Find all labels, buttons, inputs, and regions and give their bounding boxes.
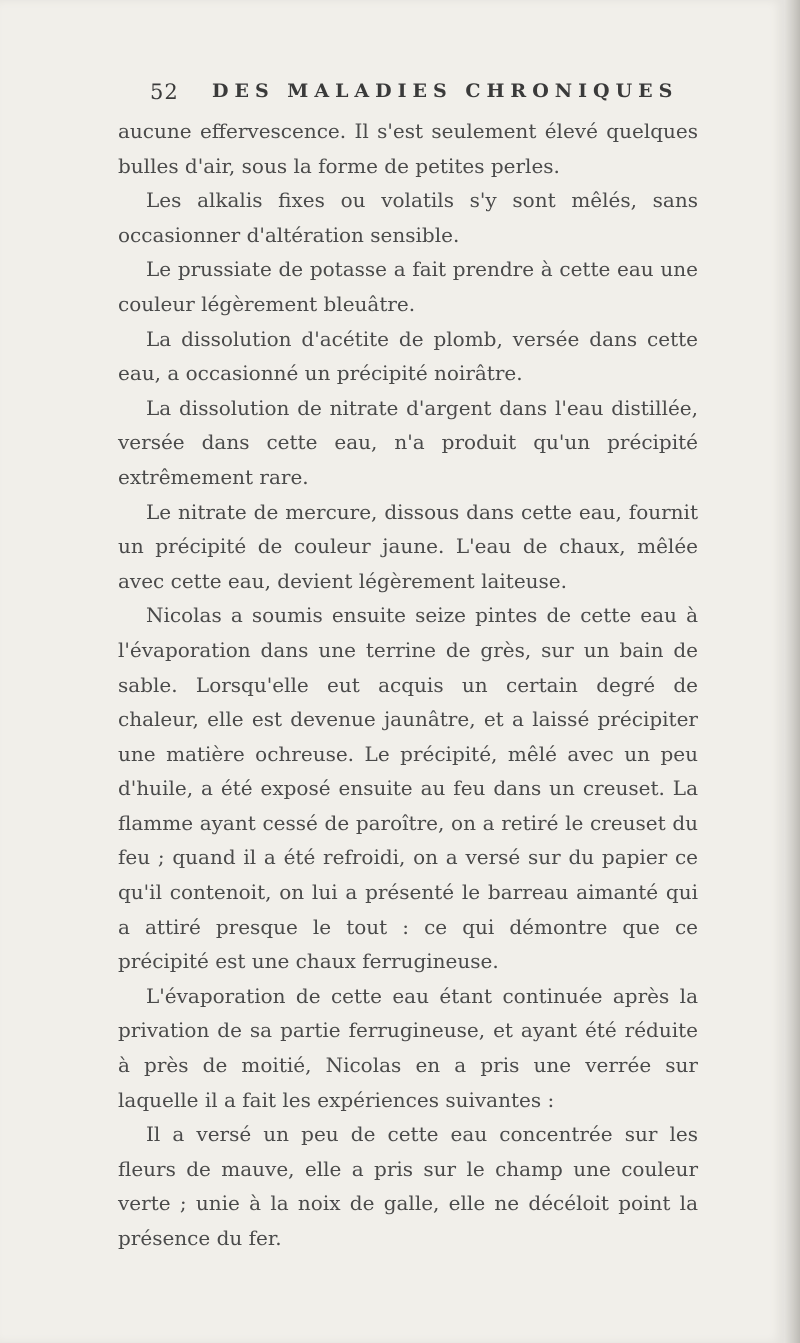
page-edge [784, 0, 800, 1343]
paragraph-2: Les alkalis fixes ou volatils s'y sont mêlés, sans occasionner d'altération sensible. [118, 188, 698, 247]
paragraph-4: La dissolution d'acétite de plomb, versée dans cette eau, a occasionné un précipité noirâtre. [118, 326, 698, 386]
paragraph-8: L'évaporation de cette eau étant continuée après la privation de sa partie ferrugineuse, et ayant été réduite à près de moitié, Nicolas en a pris une verrée sur laquelle il a fait les expériences suivantes : [118, 983, 698, 1112]
body-text [118, 114, 698, 1256]
paragraph-5: La dissolution de nitrate d'argent dans l'eau distillée, versée dans cette eau, n'a produit qu'un précipité extrêmement rare. [118, 395, 698, 489]
page-number: 52 [150, 80, 179, 104]
running-head [120, 78, 680, 110]
paragraph-6: Le nitrate de mercure, dissous dans cette eau, fournit un précipité de couleur jaune. L'eau de chaux, mêlée avec cette eau, devient légèrement laiteuse. [118, 499, 698, 593]
paragraph-9: Il a versé un peu de cette eau concentrée sur les fleurs de mauve, elle a pris sur le champ une couleur verte ; unie à la noix de galle, elle ne décéloit point la présence du fer. [118, 1122, 698, 1250]
paragraph-7: Nicolas a soumis ensuite seize pintes de cette eau à l'évaporation dans une terrine de grès, sur un bain de sable. Lorsqu'elle eut acquis un certain degré de chaleur, elle est devenue jaunâtre, et a laissé précipiter une matière ochreuse. Le précipité, mêlé avec un peu d'huile, a été exposé ensuite au feu dans un creuset. La flamme ayant cessé de paroître, on a retiré le creuset du feu ; quand il a été refroidi, on a versé sur du papier ce qu'il contenoit, on lui a présenté le barreau aimanté qui a attiré presque le tout : ce qui démontre que ce précipité est une chaux ferrugineuse. [118, 603, 698, 974]
running-title: DES MALADIES CHRONIQUES [212, 80, 679, 102]
paragraph-3: Le prussiate de potasse a fait prendre à cette eau une couleur légèrement bleuâtre. [118, 257, 698, 316]
paragraph-1: aucune effervescence. Il s'est seulement élevé quelques bulles d'air, sous la forme de petites perles. [118, 119, 698, 178]
